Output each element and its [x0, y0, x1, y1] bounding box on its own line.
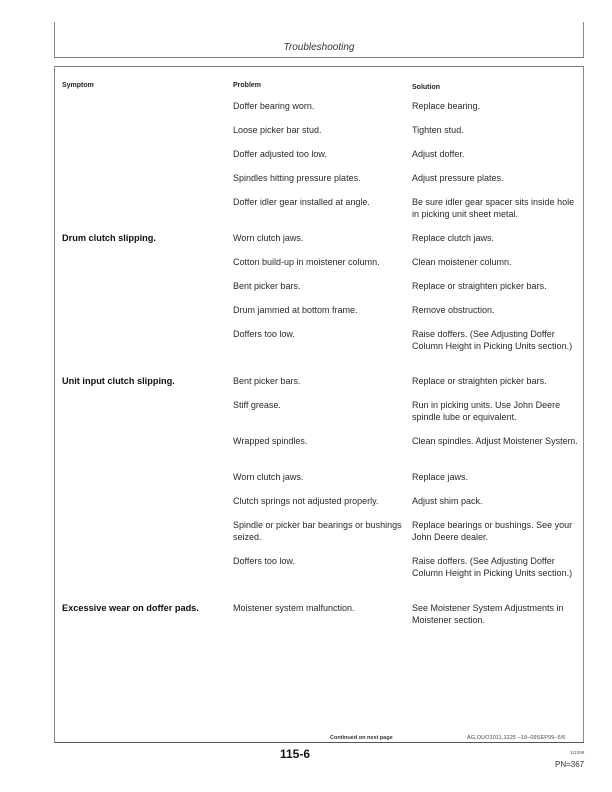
continued-note: Continued on next page: [330, 735, 393, 741]
page-header: [54, 22, 584, 58]
problem-cell: Doffer bearing worn.: [233, 101, 315, 111]
problem-cell: Worn clutch jaws.: [233, 472, 304, 482]
solution-cell: Replace bearing.: [412, 101, 481, 111]
solution-cell: Raise doffers. (See Adjusting Doffer Column Height in Picking Units section.): [412, 329, 573, 351]
problem-cell: Cotton build-up in moistener column.: [233, 257, 380, 267]
problem-cell: Drum jammed at bottom frame.: [233, 305, 358, 315]
symptom-cell: Excessive wear on doffer pads.: [62, 603, 199, 613]
solution-cell: Remove obstruction.: [412, 305, 495, 315]
solution-cell: Replace or straighten picker bars.: [412, 376, 547, 386]
page-number: 115-6: [280, 747, 311, 761]
problem-cell: Bent picker bars.: [233, 376, 301, 386]
problem-cell: Spindle or picker bar bearings or bushings seized.: [233, 520, 402, 542]
problem-cell: Clutch springs not adjusted properly.: [233, 496, 379, 506]
solution-cell: Run in picking units. Use John Deere spindle lube or equivalent.: [412, 400, 561, 422]
solution-cell: Adjust pressure plates.: [412, 173, 504, 183]
problem-cell: Doffer adjusted too low.: [233, 149, 327, 159]
problem-cell: Worn clutch jaws.: [233, 233, 304, 243]
column-header-solution: Solution: [412, 84, 440, 91]
date-code: 111599: [570, 750, 585, 755]
column-header-problem: Problem: [233, 82, 262, 89]
solution-cell: Adjust doffer.: [412, 149, 465, 159]
solution-cell: Replace jaws.: [412, 472, 469, 482]
section-title: Troubleshooting: [283, 42, 355, 53]
problem-cell: Doffer idler gear installed at angle.: [233, 197, 370, 207]
solution-cell: Replace bearings or bushings. See your John Deere dealer.: [412, 520, 573, 542]
solution-cell: Tighten stud.: [412, 125, 464, 135]
problem-cell: Stiff grease.: [233, 400, 281, 410]
reference-code: AG,OUO1011,1225 –19–09SEP99–5/6: [467, 735, 566, 741]
solution-cell: Replace clutch jaws.: [412, 233, 495, 243]
solution-cell: Clean spindles. Adjust Moistener System.: [412, 436, 578, 446]
solution-cell: Be sure idler gear spacer sits inside hole in picking unit sheet metal.: [412, 197, 575, 219]
problem-cell: Spindles hitting pressure plates.: [233, 173, 361, 183]
solution-cell: Adjust shim pack.: [412, 496, 483, 506]
column-header-symptom: Symptom: [62, 82, 94, 89]
solution-cell: Raise doffers. (See Adjusting Doffer Column Height in Picking Units section.): [412, 556, 573, 578]
pn-number: PN=367: [555, 760, 585, 769]
solution-cell: Replace or straighten picker bars.: [412, 281, 547, 291]
problem-cell: Moistener system malfunction.: [233, 603, 355, 613]
problem-cell: Doffers too low.: [233, 329, 295, 339]
problem-cell: Wrapped spindles.: [233, 436, 308, 446]
symptom-cell: Unit input clutch slipping.: [62, 376, 175, 386]
solution-cell: See Moistener System Adjustments in Moistener section.: [412, 603, 564, 625]
problem-cell: Doffers too low.: [233, 556, 295, 566]
problem-cell: Bent picker bars.: [233, 281, 301, 291]
symptom-cell: Drum clutch slipping.: [62, 233, 156, 243]
solution-cell: Clean moistener column.: [412, 257, 512, 267]
problem-cell: Loose picker bar stud.: [233, 125, 322, 135]
